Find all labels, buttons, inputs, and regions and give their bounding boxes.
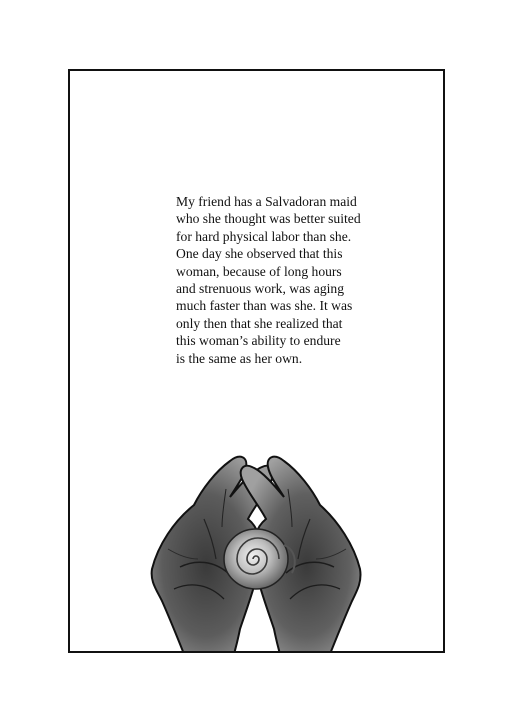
poem-line: and strenuous work, was aging: [176, 281, 345, 297]
poem-line: only then that she realized that: [176, 315, 343, 331]
poem-line: much faster than was she. It was: [176, 298, 353, 314]
poem-line: this woman’s ability to endure: [176, 333, 341, 349]
poem-line: My friend has a Salvadoran maid: [176, 194, 357, 209]
poem-line: is the same as her own.: [176, 350, 303, 366]
poem-line: woman, because of long hours: [176, 263, 342, 279]
poem-line: One day she observed that this: [176, 246, 343, 262]
page-frame: [68, 69, 445, 653]
poem-line: for hard physical labor than she.: [176, 228, 352, 244]
poem-line: who she thought was better suited: [176, 211, 361, 227]
poem-text: [176, 193, 416, 367]
cupped-hands-holding-seashell-icon: [144, 449, 369, 653]
